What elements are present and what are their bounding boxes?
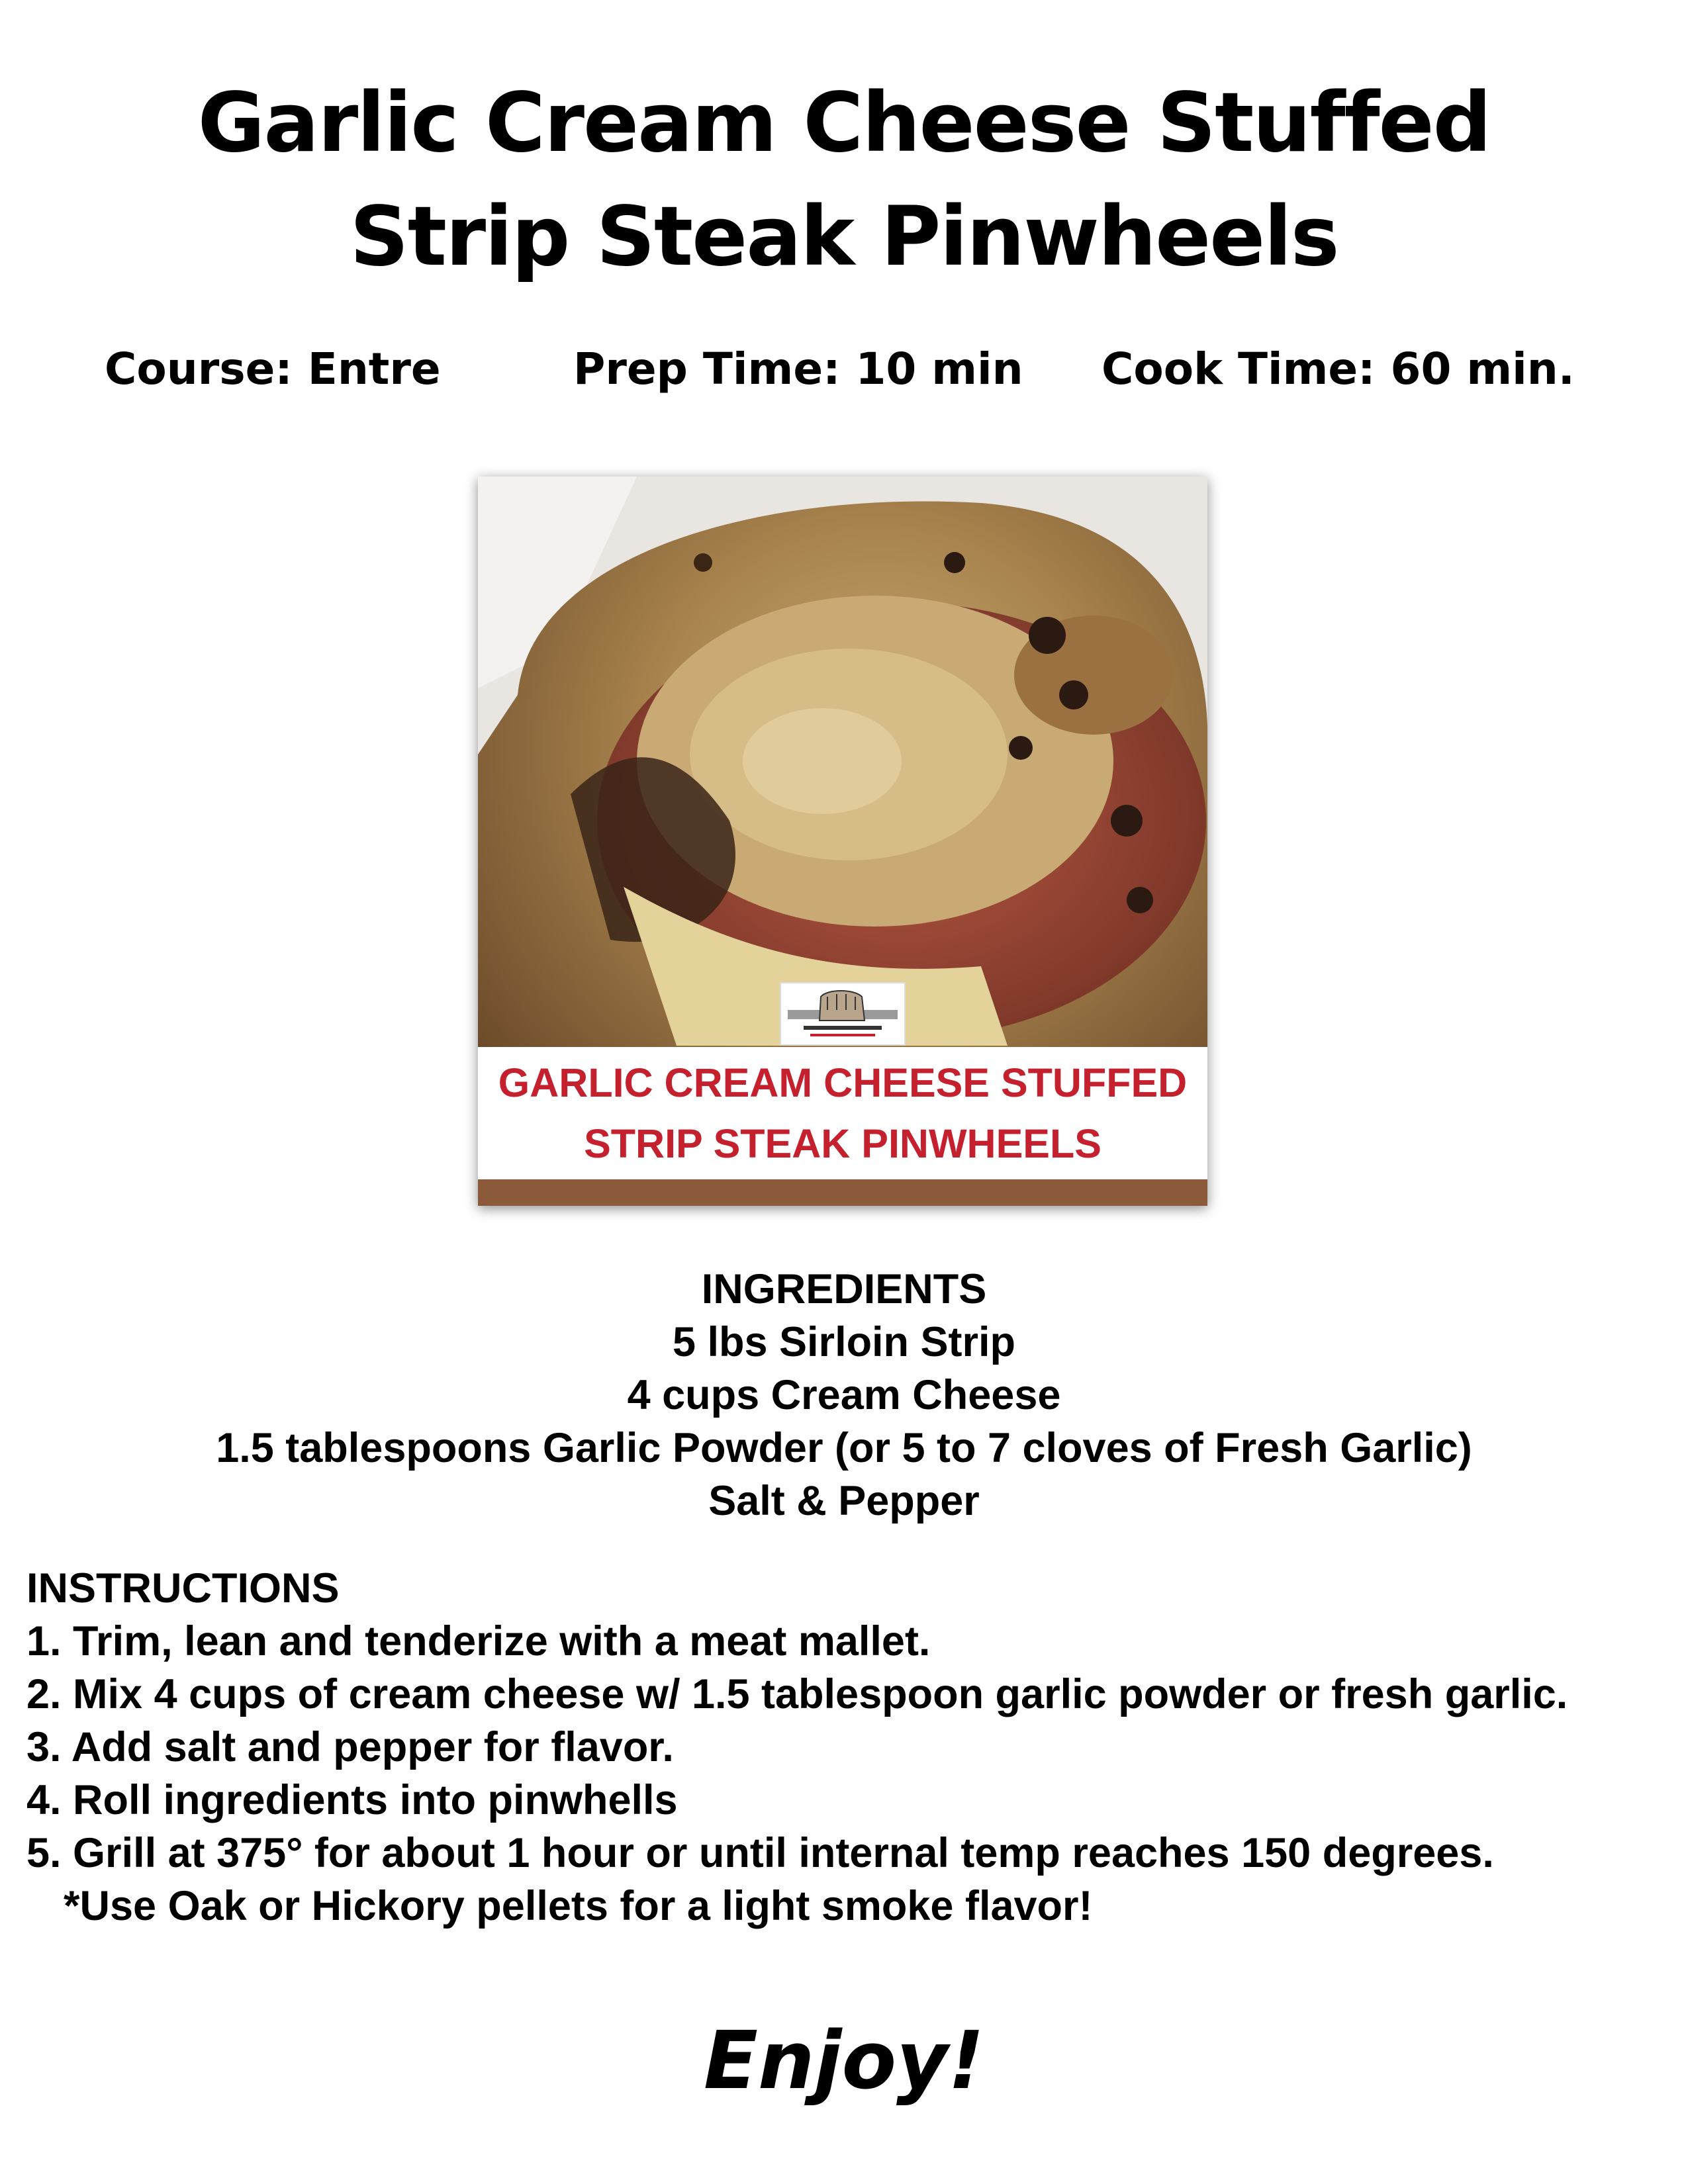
instruction-step: 1. Trim, lean and tenderize with a meat mallet. [26, 1618, 931, 1664]
ingredient-item: 5 lbs Sirloin Strip [672, 1319, 1016, 1365]
course-label: Course: Entre [105, 343, 441, 394]
photo-caption-line-1: GARLIC CREAM CHEESE STUFFED [498, 1060, 1188, 1105]
ingredients-section [0, 1263, 1688, 1527]
recipe-title [0, 66, 1688, 294]
ingredient-item: 4 cups Cream Cheese [627, 1372, 1061, 1418]
ingredient-item: 1.5 tablespoons Garlic Powder (or 5 to 7 cloves of Fresh Garlic) [216, 1425, 1472, 1471]
brand-logo [780, 982, 906, 1046]
instruction-step: 5. Grill at 375° for about 1 hour or until internal temp reaches 150 degrees. [26, 1830, 1494, 1876]
ingredient-item: Salt & Pepper [708, 1478, 980, 1524]
prep-time-label: Prep Time: 10 min [573, 343, 1023, 394]
recipe-photo [478, 477, 1207, 1206]
ingredients-heading: INGREDIENTS [701, 1266, 987, 1312]
instructions-section [26, 1562, 1668, 1933]
photo-caption-line-2: STRIP STEAK PINWHEELS [584, 1121, 1102, 1166]
recipe-title-line-2: Strip Steak Pinwheels [350, 189, 1338, 285]
instruction-step: 3. Add salt and pepper for flavor. [26, 1724, 674, 1770]
instruction-step: 4. Roll ingredients into pinwhells [26, 1777, 678, 1823]
closing-enjoy: Enjoy! [704, 2015, 984, 2107]
recipe-title-line-1: Garlic Cream Cheese Stuffed [197, 75, 1491, 171]
cook-time-label: Cook Time: 60 min. [1102, 343, 1575, 394]
instructions-heading: INSTRUCTIONS [26, 1565, 340, 1612]
fist-logo-icon [781, 983, 904, 1044]
instruction-step: 2. Mix 4 cups of cream cheese w/ 1.5 tablespoon garlic powder or fresh garlic. [26, 1671, 1568, 1717]
photo-caption-banner [478, 1047, 1207, 1179]
smoke-tip-note: *Use Oak or Hickory pellets for a light smoke flavor! [64, 1883, 1093, 1929]
